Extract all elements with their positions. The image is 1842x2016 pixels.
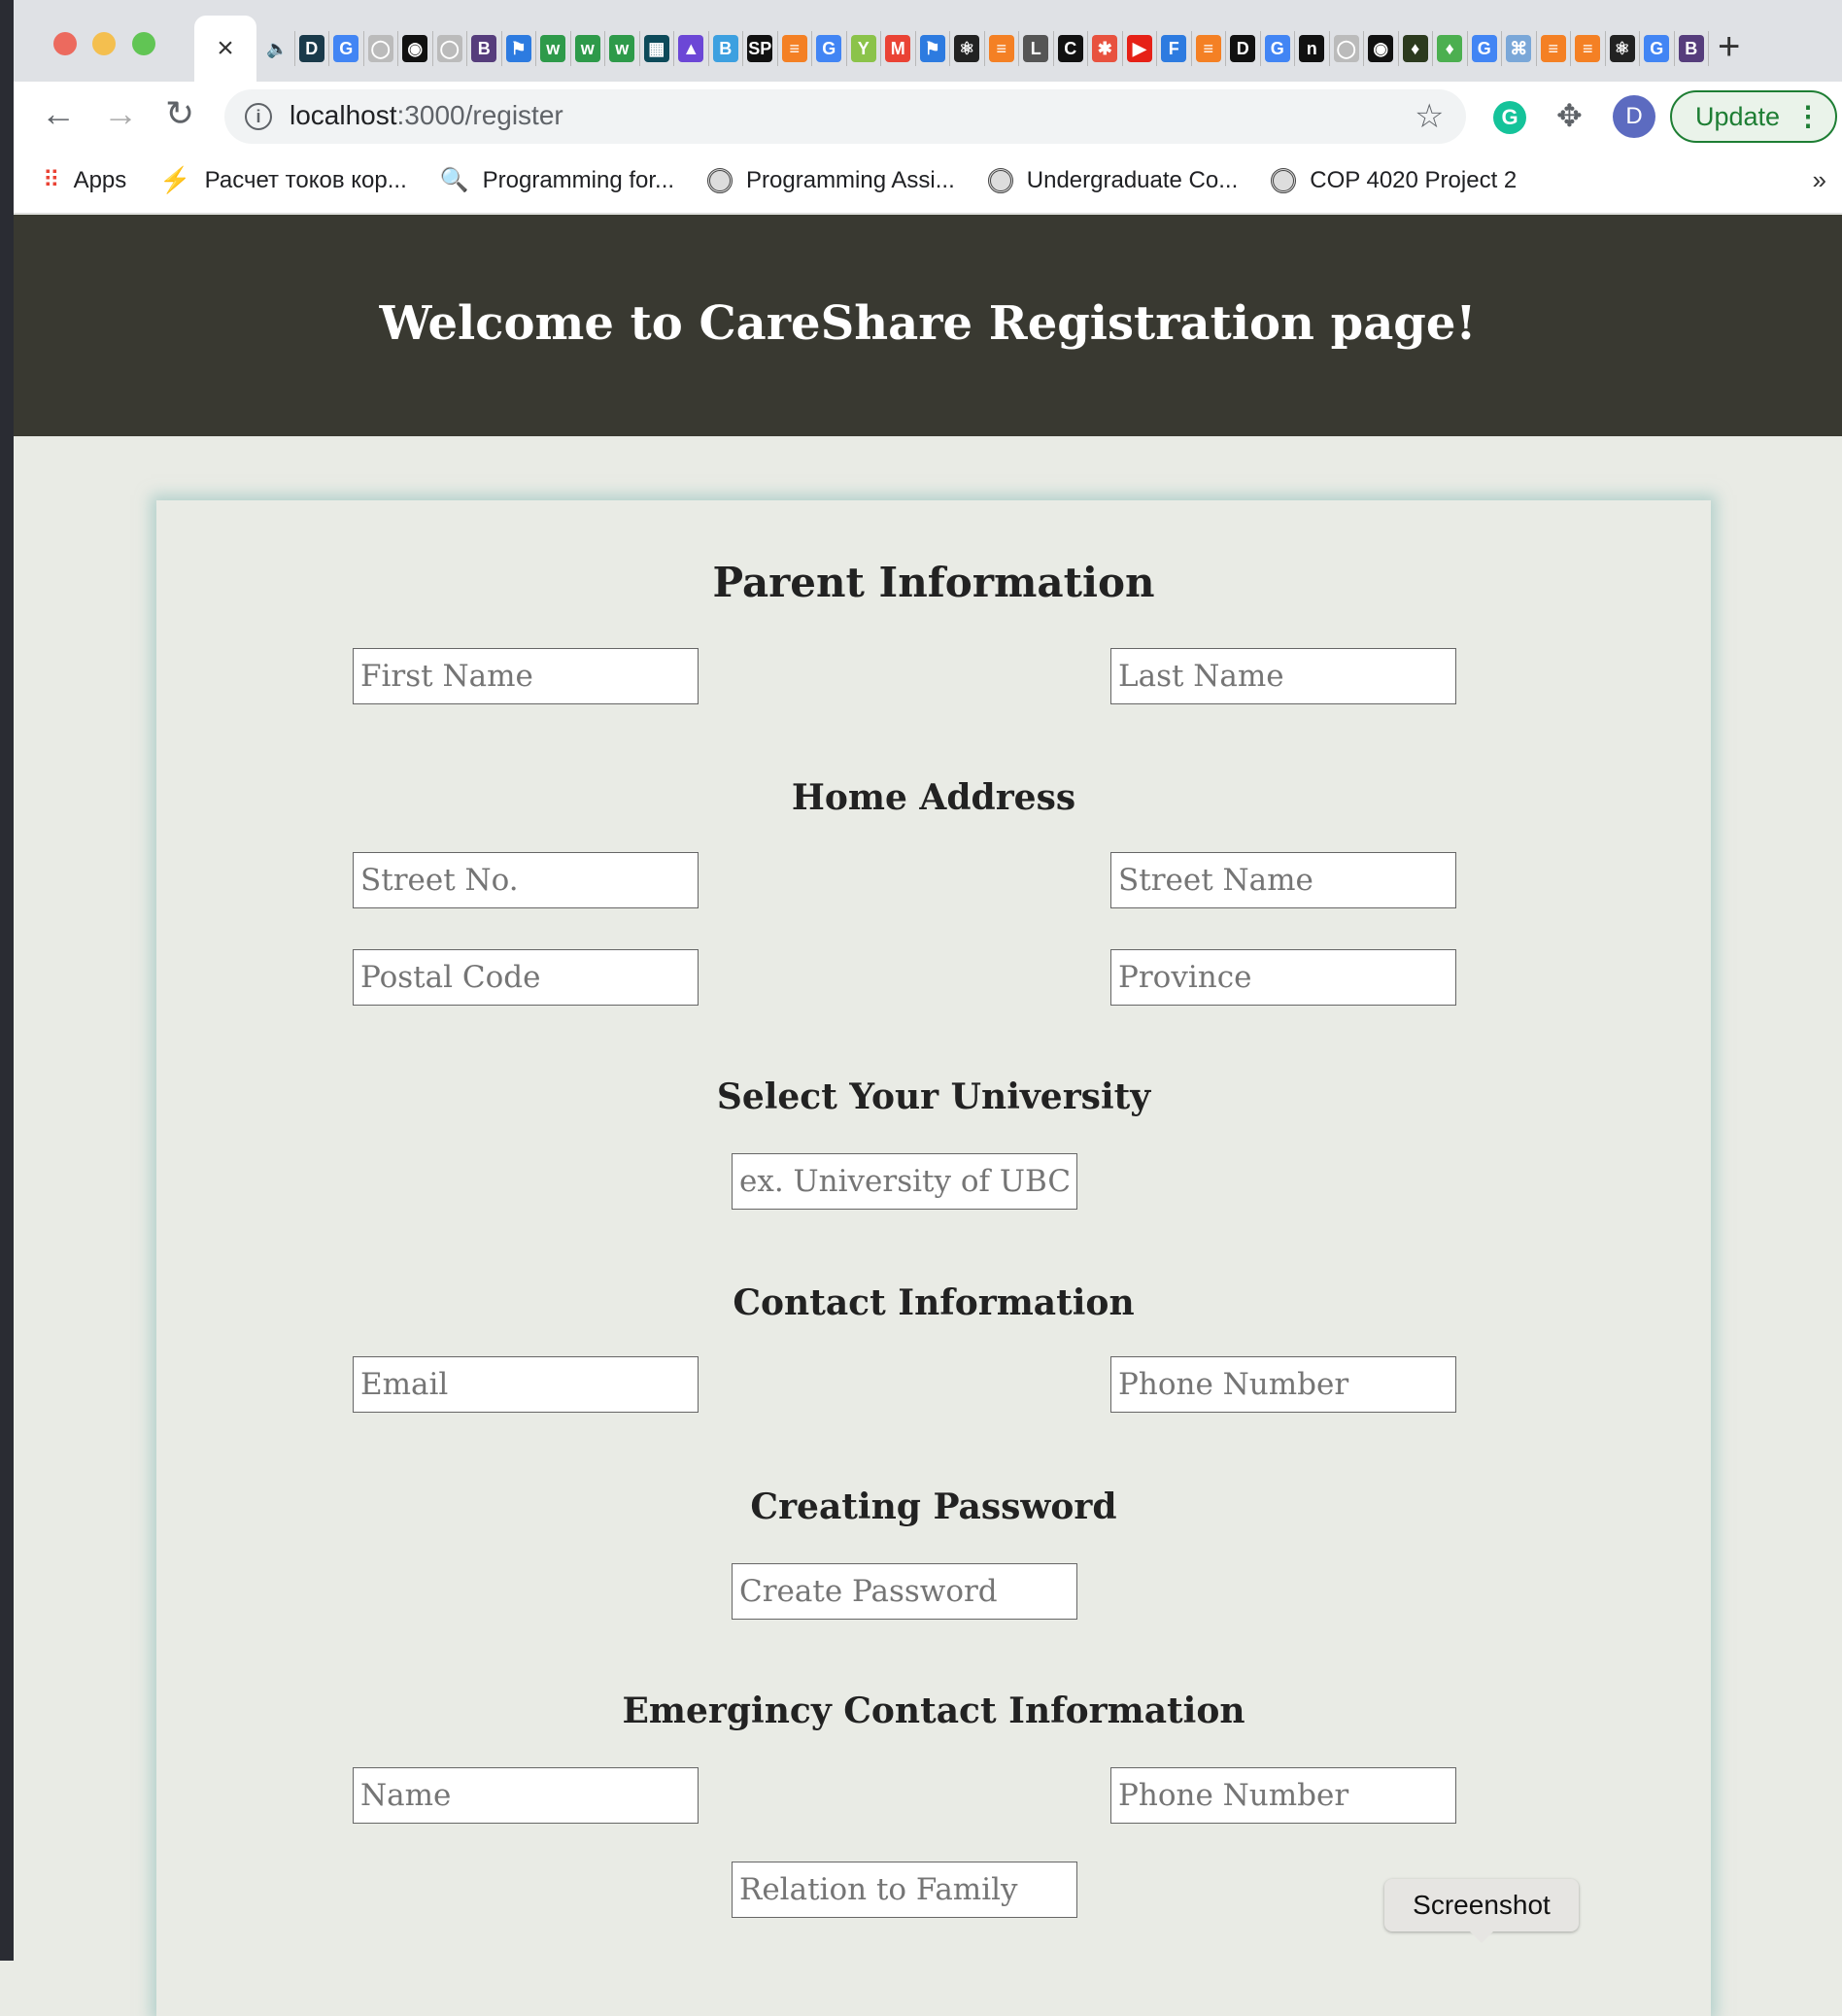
rocket-icon: ▲ (678, 35, 703, 62)
pinned-tab[interactable] (1502, 31, 1537, 66)
lightning-icon: ⚡ (159, 165, 191, 194)
react-icon: ⚛ (1610, 35, 1635, 62)
url-path: :3000/register (396, 100, 563, 130)
seal-icon (988, 168, 1013, 193)
pinned-tab[interactable] (812, 31, 847, 66)
pinned-tab[interactable] (1640, 31, 1675, 66)
stackoverflow-icon: ≡ (1575, 35, 1600, 62)
menu-kebab-icon[interactable]: ⋮ (1794, 101, 1822, 131)
pinned-tab[interactable] (640, 31, 675, 66)
active-tab[interactable] (194, 16, 256, 82)
reload-button[interactable]: ↻ (165, 93, 195, 133)
bookmark-item[interactable] (988, 167, 1238, 194)
flag-icon: ⚑ (920, 35, 945, 62)
pinned-tab[interactable] (1399, 31, 1434, 66)
stackoverflow-icon: ≡ (1541, 35, 1566, 62)
flag-icon: ⚑ (506, 35, 531, 62)
password-input[interactable] (732, 1563, 1077, 1620)
more-bookmarks-button[interactable]: » (1812, 165, 1826, 194)
google-icon: G (1265, 35, 1290, 62)
pinned-tab[interactable] (1606, 31, 1641, 66)
pinned-tab[interactable] (571, 31, 606, 66)
github-icon: ◉ (1368, 35, 1393, 62)
pinned-tab[interactable] (398, 31, 433, 66)
bookmark-label: Undergraduate Co... (1026, 166, 1239, 193)
github-icon: ◯ (437, 35, 462, 62)
bookmark-label: Расчет токов кор... (204, 166, 407, 193)
youtube-icon: ▶ (1127, 35, 1152, 62)
emergency-name-input[interactable] (353, 1767, 699, 1824)
pinned-tab[interactable] (916, 31, 951, 66)
spa-icon: SP (747, 35, 772, 62)
bookmark-item[interactable] (1271, 167, 1517, 194)
pinned-tab[interactable] (329, 31, 364, 66)
mongodb-icon: ♦ (1403, 35, 1428, 62)
section-heading-password: Creating Password (750, 1486, 1117, 1527)
cmd-icon: ⌘ (1506, 35, 1531, 62)
leaf-icon: ♦ (1437, 35, 1462, 62)
bookmark-star-icon[interactable]: ☆ (1415, 98, 1445, 135)
w-icon: w (609, 35, 634, 62)
bookmark-apps[interactable] (43, 166, 126, 194)
pinned-tab[interactable] (1123, 31, 1158, 66)
f-icon: F (1161, 35, 1186, 62)
pinned-tab[interactable] (985, 31, 1020, 66)
google-icon: G (1472, 35, 1497, 62)
close-window-button[interactable] (53, 32, 77, 55)
pinned-tab[interactable] (881, 31, 916, 66)
bookmark-label: Apps (73, 166, 127, 193)
forward-button[interactable]: → (103, 93, 138, 133)
postal-code-input[interactable] (353, 949, 699, 1006)
pinned-tab[interactable] (1537, 31, 1572, 66)
l-icon: L (1023, 35, 1048, 62)
pinned-tab[interactable] (1054, 31, 1089, 66)
url-text[interactable] (290, 100, 563, 131)
section-heading-parent: Parent Information (712, 559, 1155, 606)
bookmark-item[interactable] (440, 166, 674, 194)
asterisk-icon: ✱ (1092, 35, 1117, 62)
pinned-tabs (260, 31, 1709, 66)
first-name-input[interactable] (353, 648, 699, 704)
apps-grid-icon: ⠿ (43, 167, 60, 193)
github-icon: ◯ (368, 35, 393, 62)
url-host: localhost (290, 100, 397, 130)
info-icon[interactable]: i (245, 103, 272, 130)
pinned-tab[interactable] (674, 31, 709, 66)
section-heading-emergency: Emergincy Contact Information (622, 1691, 1245, 1731)
pinned-tab[interactable] (295, 31, 330, 66)
pinned-tab[interactable] (709, 31, 744, 66)
section-heading-address: Home Address (791, 777, 1076, 818)
bookmark-item[interactable] (159, 165, 406, 195)
pinned-tab[interactable] (502, 31, 537, 66)
pinned-tab[interactable] (605, 31, 640, 66)
pinned-tab[interactable] (847, 31, 882, 66)
pinned-tab[interactable] (1571, 31, 1606, 66)
page-title: Welcome to CareShare Registration page! (379, 296, 1477, 351)
pinned-tab[interactable] (778, 31, 813, 66)
grammarly-extension-icon[interactable]: G (1493, 101, 1526, 134)
pinned-tab[interactable] (1261, 31, 1296, 66)
university-input[interactable] (732, 1153, 1077, 1210)
desktop-edge (0, 0, 14, 1961)
new-tab-button[interactable]: + (1718, 25, 1741, 68)
pinned-tab[interactable] (1088, 31, 1123, 66)
section-heading-contact: Contact Information (733, 1282, 1135, 1323)
pinned-tab[interactable] (1433, 31, 1468, 66)
stackoverflow-icon: ≡ (1196, 35, 1221, 62)
pinned-tab[interactable] (1226, 31, 1261, 66)
magnifier-icon: 🔍 (439, 167, 469, 193)
pinned-tab[interactable] (1019, 31, 1054, 66)
github-icon: ◉ (402, 35, 427, 62)
pinned-tab[interactable] (260, 31, 295, 66)
y-icon: Y (851, 35, 876, 62)
github-icon: ◯ (1334, 35, 1359, 62)
street-name-input[interactable] (1110, 852, 1456, 908)
google-icon: G (1644, 35, 1669, 62)
stackoverflow-icon: ≡ (782, 35, 807, 62)
pinned-tab[interactable] (364, 31, 399, 66)
bookmark-item[interactable] (707, 167, 955, 194)
extensions-puzzle-icon[interactable]: ✥ (1556, 98, 1583, 133)
bookmark-label: COP 4020 Project 2 (1310, 166, 1518, 193)
speaker-icon: 🔈 (264, 35, 290, 62)
pinned-tab[interactable] (433, 31, 468, 66)
relation-input[interactable] (732, 1862, 1077, 1918)
update-label: Update (1695, 102, 1781, 131)
c-icon: C (1058, 35, 1083, 62)
bookmarks-bar (14, 148, 1842, 214)
update-button[interactable] (1670, 90, 1837, 143)
pinned-tab[interactable] (536, 31, 571, 66)
close-tab-icon[interactable]: × (217, 32, 234, 64)
section-heading-university: Select Your University (716, 1076, 1151, 1117)
pinned-tab[interactable] (467, 31, 502, 66)
gmail-icon: M (885, 35, 910, 62)
profile-avatar[interactable]: D (1613, 95, 1655, 138)
pinned-tab[interactable] (1468, 31, 1503, 66)
pinned-tab[interactable] (950, 31, 985, 66)
stackoverflow-icon: ≡ (989, 35, 1014, 62)
bootstrap-icon: B (471, 35, 496, 62)
seal-icon (707, 168, 733, 193)
back-button[interactable]: ← (41, 93, 76, 133)
w-icon: w (575, 35, 600, 62)
pinned-tab[interactable] (1295, 31, 1330, 66)
bookmark-label: Programming for... (482, 166, 675, 193)
w-icon: w (540, 35, 565, 62)
street-no-input[interactable] (353, 852, 699, 908)
pinned-tab[interactable] (743, 31, 778, 66)
b-icon: B (713, 35, 738, 62)
screenshot-tooltip: Screenshot (1384, 1879, 1579, 1931)
province-input[interactable] (1110, 949, 1456, 1006)
emergency-phone-input[interactable] (1110, 1767, 1456, 1824)
google-icon: G (816, 35, 841, 62)
phone-input[interactable] (1110, 1356, 1456, 1413)
maximize-window-button[interactable] (132, 32, 155, 55)
d-icon: D (299, 35, 324, 62)
bootstrap-icon: B (1679, 35, 1704, 62)
minimize-window-button[interactable] (92, 32, 116, 55)
pinned-tab[interactable] (1675, 31, 1710, 66)
pinned-tab[interactable] (1157, 31, 1192, 66)
n-icon: n (1299, 35, 1324, 62)
seal-icon (1271, 168, 1296, 193)
grid-icon: ▦ (644, 35, 669, 62)
email-input[interactable] (353, 1356, 699, 1413)
pinned-tab[interactable] (1364, 31, 1399, 66)
last-name-input[interactable] (1110, 648, 1456, 704)
d-icon: D (1230, 35, 1255, 62)
bookmark-label: Programming Assi... (746, 166, 955, 193)
pinned-tab[interactable] (1192, 31, 1227, 66)
google-icon: G (333, 35, 358, 62)
react-icon: ⚛ (954, 35, 979, 62)
pinned-tab[interactable] (1330, 31, 1365, 66)
